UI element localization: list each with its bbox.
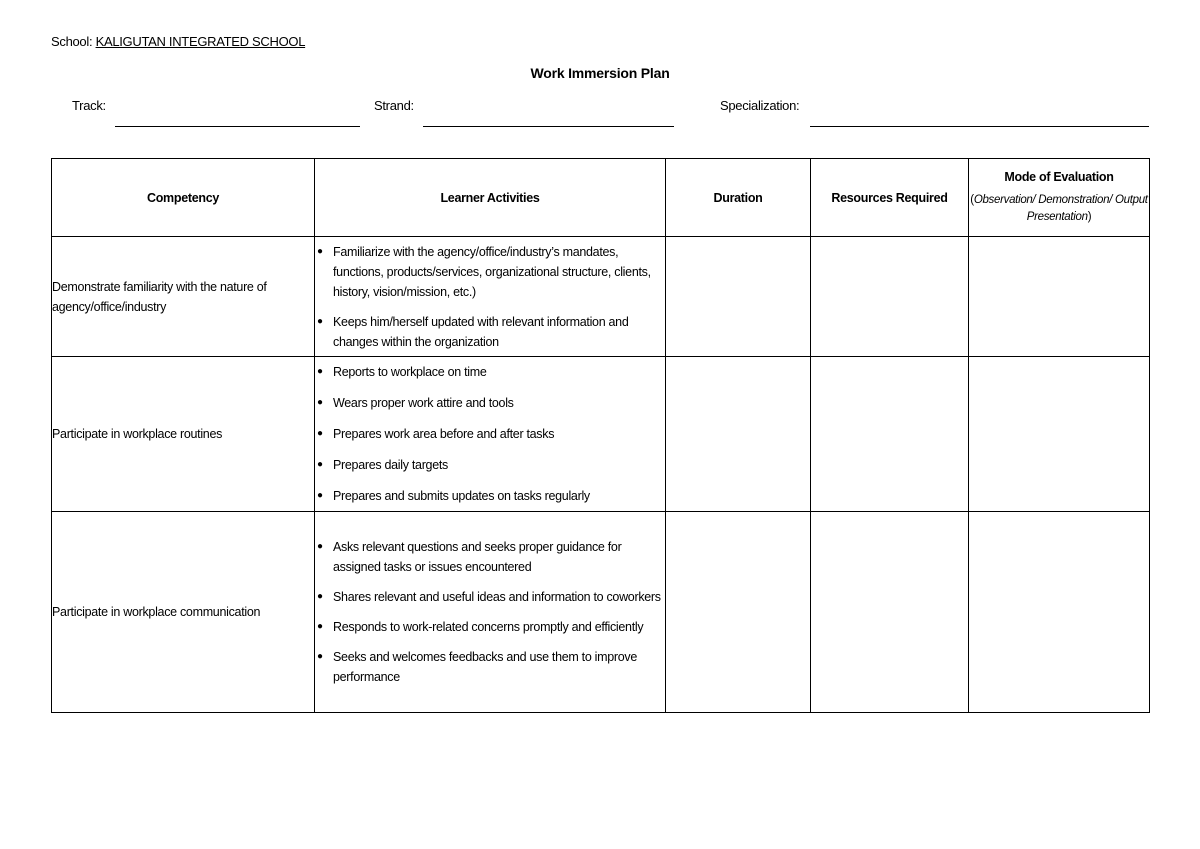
activity-text: Prepares and submits updates on tasks regularly: [333, 489, 590, 503]
list-item: [315, 312, 665, 352]
evaluation-paren-open: (: [970, 193, 974, 206]
list-item: [315, 393, 665, 413]
activity-text: Seeks and welcomes feedbacks and use them to improve performance: [333, 650, 638, 684]
list-item: [315, 587, 665, 607]
evaluation-paren-close: ): [1087, 210, 1092, 223]
activity-text: Responds to work-related concerns promptly and efficiently: [333, 620, 644, 634]
competency-cell: Participate in workplace routines: [52, 357, 315, 512]
track-label: Track:: [72, 98, 106, 113]
bullet-icon: ●: [317, 397, 323, 408]
table-row: [52, 357, 1150, 512]
list-item: [315, 486, 665, 506]
activities-cell: [315, 237, 666, 357]
list-item: [315, 537, 665, 577]
resources-cell[interactable]: [811, 237, 969, 357]
duration-cell[interactable]: [666, 512, 811, 713]
col-header-activities: Learner Activities: [315, 159, 666, 237]
evaluation-subtitle: [969, 192, 1149, 226]
col-header-resources: Resources Required: [811, 159, 969, 237]
activity-text: Familiarize with the agency/office/industry’s mandates, functions, products/services, organizational structure, clients, history, vision/mission, etc.): [333, 244, 651, 299]
evaluation-modes: Observation/ Demonstration/ Output Presentation: [973, 193, 1148, 223]
page-title: Work Immersion Plan: [530, 65, 670, 81]
table-row: [52, 237, 1150, 357]
school-label: School:: [51, 34, 93, 49]
strand-label: Strand:: [374, 98, 414, 113]
list-item: [315, 242, 665, 302]
activity-text: Prepares daily targets: [333, 458, 448, 472]
bullet-icon: ●: [317, 490, 323, 501]
evaluation-cell[interactable]: [969, 512, 1150, 713]
bullet-icon: ●: [317, 591, 323, 602]
bullet-icon: ●: [317, 541, 323, 552]
activity-text: Asks relevant questions and seeks proper guidance for assigned tasks or issues encountered: [333, 540, 622, 574]
resources-cell[interactable]: [811, 357, 969, 512]
bullet-icon: ●: [317, 459, 323, 470]
bullet-icon: ●: [317, 366, 323, 377]
activity-text: Keeps him/herself updated with relevant information and changes within the organization: [333, 314, 629, 349]
resources-cell[interactable]: [811, 512, 969, 713]
list-item: [315, 647, 665, 687]
school-name: KALIGUTAN INTEGRATED SCHOOL: [95, 34, 306, 49]
immersion-plan-table: [51, 158, 1150, 713]
table-row: [52, 512, 1150, 713]
activity-text: Prepares work area before and after tasks: [333, 427, 555, 441]
bullet-icon: ●: [317, 428, 323, 439]
activity-text: Reports to workplace on time: [333, 365, 487, 379]
col-header-evaluation: [969, 159, 1150, 237]
activity-text: Shares relevant and useful ideas and information to coworkers: [333, 590, 661, 604]
bullet-icon: ●: [317, 651, 323, 662]
bullet-icon: ●: [317, 621, 323, 632]
activities-cell: [315, 357, 666, 512]
col-header-duration: Duration: [666, 159, 811, 237]
list-item: [315, 362, 665, 382]
school-line: [51, 34, 305, 49]
strand-field[interactable]: [423, 126, 674, 127]
list-item: [315, 455, 665, 475]
specialization-field[interactable]: [810, 126, 1149, 127]
bullet-icon: ●: [317, 315, 323, 327]
activity-text: Wears proper work attire and tools: [333, 396, 514, 410]
duration-cell[interactable]: [666, 237, 811, 357]
activities-cell: [315, 512, 666, 713]
bullet-icon: ●: [317, 245, 323, 257]
evaluation-cell[interactable]: [969, 357, 1150, 512]
list-item: [315, 424, 665, 444]
competency-cell: Participate in workplace communication: [52, 512, 315, 713]
competency-cell: Demonstrate familiarity with the nature of agency/office/industry: [52, 237, 315, 357]
specialization-label: Specialization:: [720, 98, 800, 113]
list-item: [315, 617, 665, 637]
evaluation-title: Mode of Evaluation: [1004, 169, 1114, 184]
evaluation-cell[interactable]: [969, 237, 1150, 357]
table-header-row: [52, 159, 1150, 237]
track-field[interactable]: [115, 126, 360, 127]
duration-cell[interactable]: [666, 357, 811, 512]
col-header-competency: Competency: [52, 159, 315, 237]
